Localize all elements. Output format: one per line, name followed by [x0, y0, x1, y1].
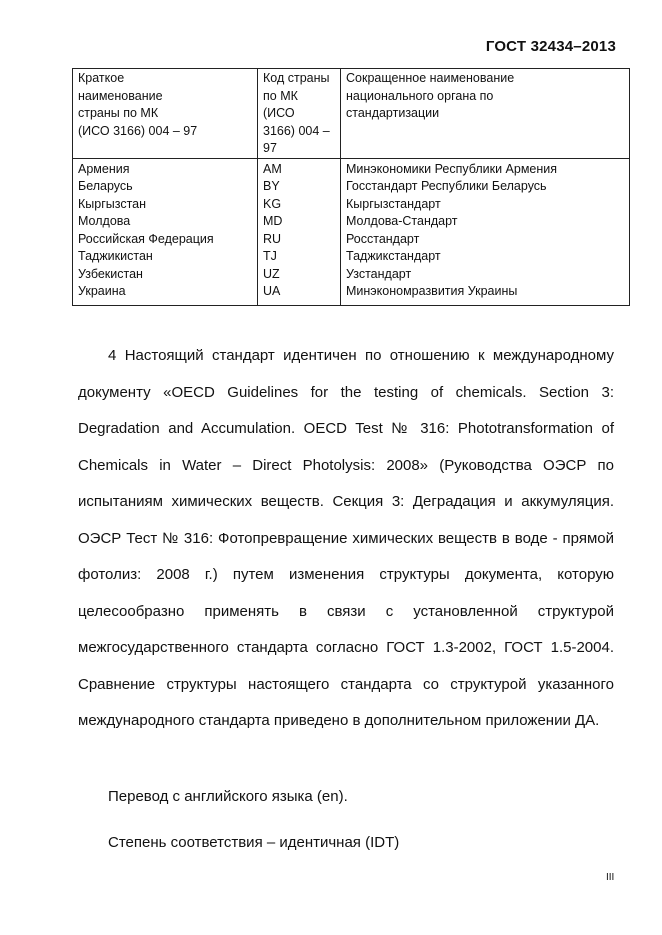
- country-codes-table: [72, 68, 630, 306]
- standards-bodies-cell: [341, 158, 630, 305]
- table-header-row: [73, 69, 630, 159]
- table-body-row: [73, 158, 630, 305]
- country-name: Таджикистан: [78, 249, 153, 263]
- country-name: Украина: [78, 284, 126, 298]
- standards-body-name: Таджикстандарт: [346, 249, 441, 263]
- country-name: Молдова: [78, 214, 131, 228]
- header-standards-body: [341, 69, 630, 159]
- standards-body-name: Молдова-Стандарт: [346, 214, 458, 228]
- country-names-cell: [73, 158, 258, 305]
- document-code-header: ГОСТ 32434–2013: [485, 38, 616, 55]
- header-text-line: (ИСО: [263, 106, 295, 120]
- page-number: III: [606, 872, 615, 883]
- header-text-line: по МК: [263, 88, 298, 103]
- translation-note: Перевод с английского языка (en).: [108, 788, 348, 805]
- header-text-line: стандартизации: [346, 106, 440, 120]
- country-name: Кыргызстан: [78, 196, 147, 211]
- standards-body-name: Кыргызстандарт: [346, 196, 441, 211]
- header-text-line: Краткое: [78, 71, 125, 85]
- standards-body-name: Росстандарт: [346, 231, 420, 246]
- standards-body-name: Госстандарт Республики Беларусь: [346, 179, 547, 193]
- country-code: RU: [263, 231, 282, 246]
- standards-body-name: Узстандарт: [346, 266, 412, 281]
- header-country-name: [73, 69, 258, 159]
- country-code: MD: [263, 214, 283, 228]
- header-text-line: Сокращенное наименование: [346, 71, 515, 85]
- country-code: KG: [263, 196, 282, 211]
- country-name: Российская Федерация: [78, 231, 214, 246]
- header-text-line: 3166) 004 –: [263, 123, 330, 138]
- country-code: AM: [263, 161, 282, 176]
- standards-body-name: Минэкономики Республики Армения: [346, 161, 558, 176]
- country-codes-cell: [258, 158, 341, 305]
- clause-4-paragraph: 4 Настоящий стандарт идентичен по отношению к международному документу «OECD Guidelines for the testing of chemicals. Section 3: Degradation and Accumulation. OECD Test № 316: Phototransformation of Chemicals in Water – Direct Photolysis: 2008» (Руководства ОЭСР по испытаниям химических веществ. Секция 3: Деградация и аккумуляция. ОЭСР Тест № 316: Фотопревращение химических веществ в воде - прямой фотолиз: 2008 г.) путем изменения структуры документа, которую целесообразно применять в связи с установленной структурой межгосударственного стандарта согласно ГОСТ 1.3-2002, ГОСТ 1.5-2004. Сравнение структуры настоящего стандарта со структурой указанного международного стандарта приведено в дополнительном приложении ДА.: [78, 347, 614, 729]
- header-text-line: национального органа по: [346, 88, 494, 103]
- country-code: UZ: [263, 266, 280, 281]
- header-text-line: страны по МК: [78, 106, 159, 120]
- country-name: Беларусь: [78, 179, 133, 193]
- country-code: UA: [263, 284, 281, 298]
- conformity-degree: Степень соответствия – идентичная (IDT): [108, 834, 400, 851]
- country-code: BY: [263, 179, 280, 193]
- header-text-line: Код страны: [263, 71, 330, 85]
- country-name: Армения: [78, 161, 130, 176]
- country-code: TJ: [263, 249, 277, 263]
- header-country-code: [258, 69, 341, 159]
- header-text-line: наименование: [78, 88, 163, 103]
- country-name: Узбекистан: [78, 266, 143, 281]
- header-text-line: 97: [263, 141, 277, 155]
- header-text-line: (ИСО 3166) 004 – 97: [78, 123, 198, 138]
- standards-body-name: Минэкономразвития Украины: [346, 284, 518, 298]
